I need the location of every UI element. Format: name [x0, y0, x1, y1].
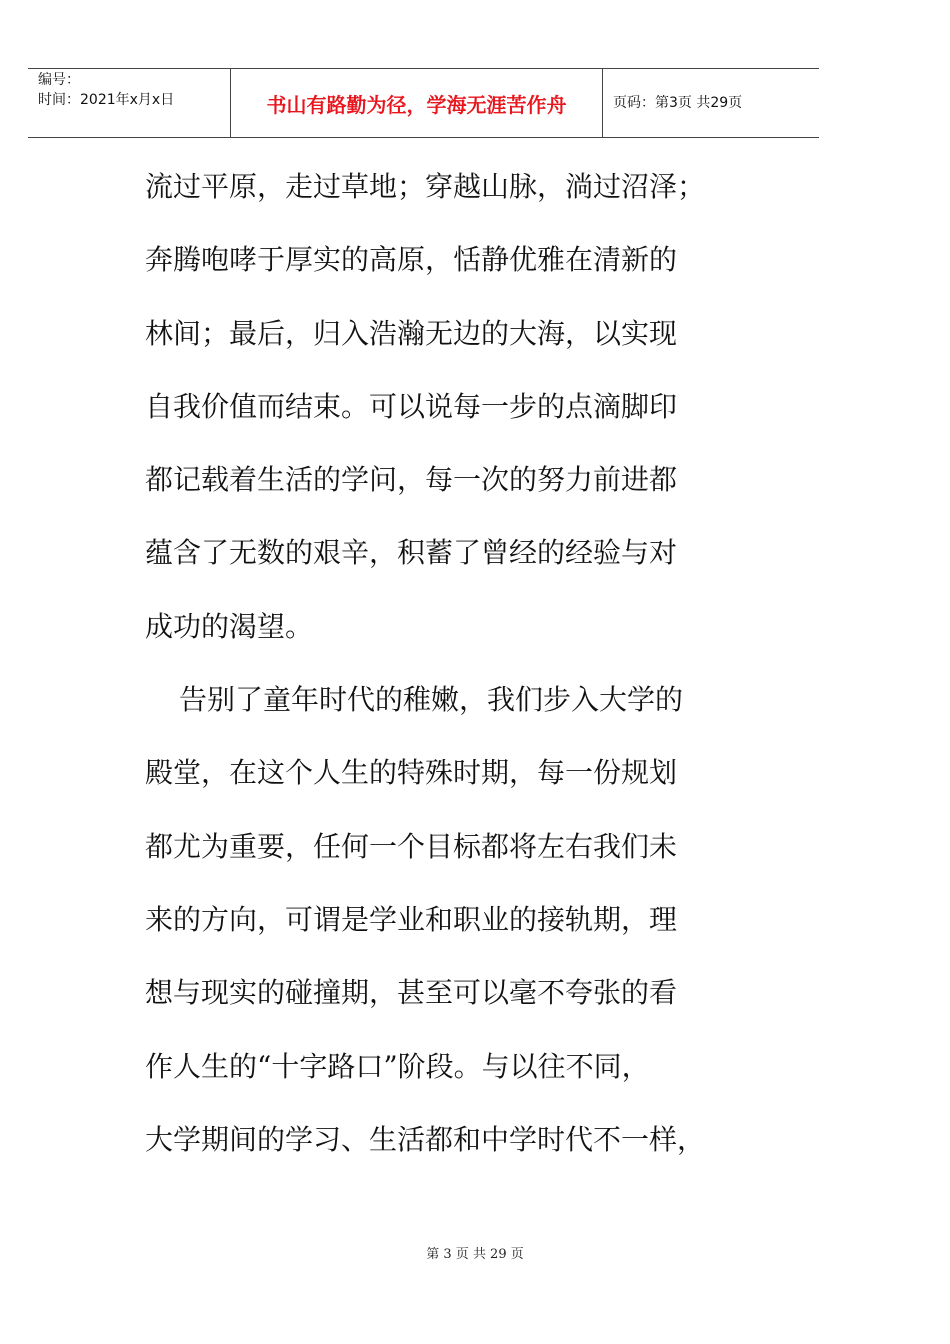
body-line: 奔腾咆哮于厚实的高原，恬静优雅在清新的	[145, 243, 678, 277]
document-header	[28, 68, 819, 138]
body-line: 来的方向，可谓是学业和职业的接轨期，理	[145, 902, 678, 936]
body-line: 都记载着生活的学问，每一次的努力前进都	[145, 463, 678, 497]
body-text	[145, 150, 725, 1176]
header-meta-cell	[28, 69, 231, 137]
body-line: 作人生的“十字路口”阶段。与以往不同，	[145, 1049, 650, 1083]
body-line: 林间；最后，归入浩瀚无边的大海，以实现	[145, 316, 678, 350]
paragraph-start-line: 告别了童年时代的稚嫩，我们步入大学的	[179, 683, 684, 717]
body-line: 流过平原，走过草地；穿越山脉，淌过沼泽；	[145, 170, 706, 203]
document-date: 时间：2021年x月x日	[38, 92, 175, 108]
page-footer: 第 3 页 共 29 页	[426, 1247, 524, 1262]
body-line: 自我价值而结束。可以说每一步的点滴脚印	[145, 389, 678, 423]
body-line: 蕴含了无数的艰辛，积蓄了曾经的经验与对	[145, 536, 678, 570]
document-number-label: 编号：	[38, 72, 80, 88]
header-motto: 书山有路勤为径，学海无涯苦作舟	[266, 93, 567, 117]
header-page-cell	[603, 69, 819, 137]
body-line: 大学期间的学习、生活都和中学时代不一样，	[145, 1122, 706, 1156]
body-line: 殿堂，在这个人生的特殊时期，每一份规划	[145, 756, 678, 790]
body-line: 成功的渴望。	[145, 609, 314, 643]
header-motto-cell	[231, 69, 603, 137]
body-line: 都尤为重要，任何一个目标都将左右我们未	[145, 829, 678, 863]
body-line: 想与现实的碰撞期，甚至可以毫不夸张的看	[145, 976, 678, 1010]
header-page-info: 页码：第3页 共29页	[613, 95, 743, 111]
